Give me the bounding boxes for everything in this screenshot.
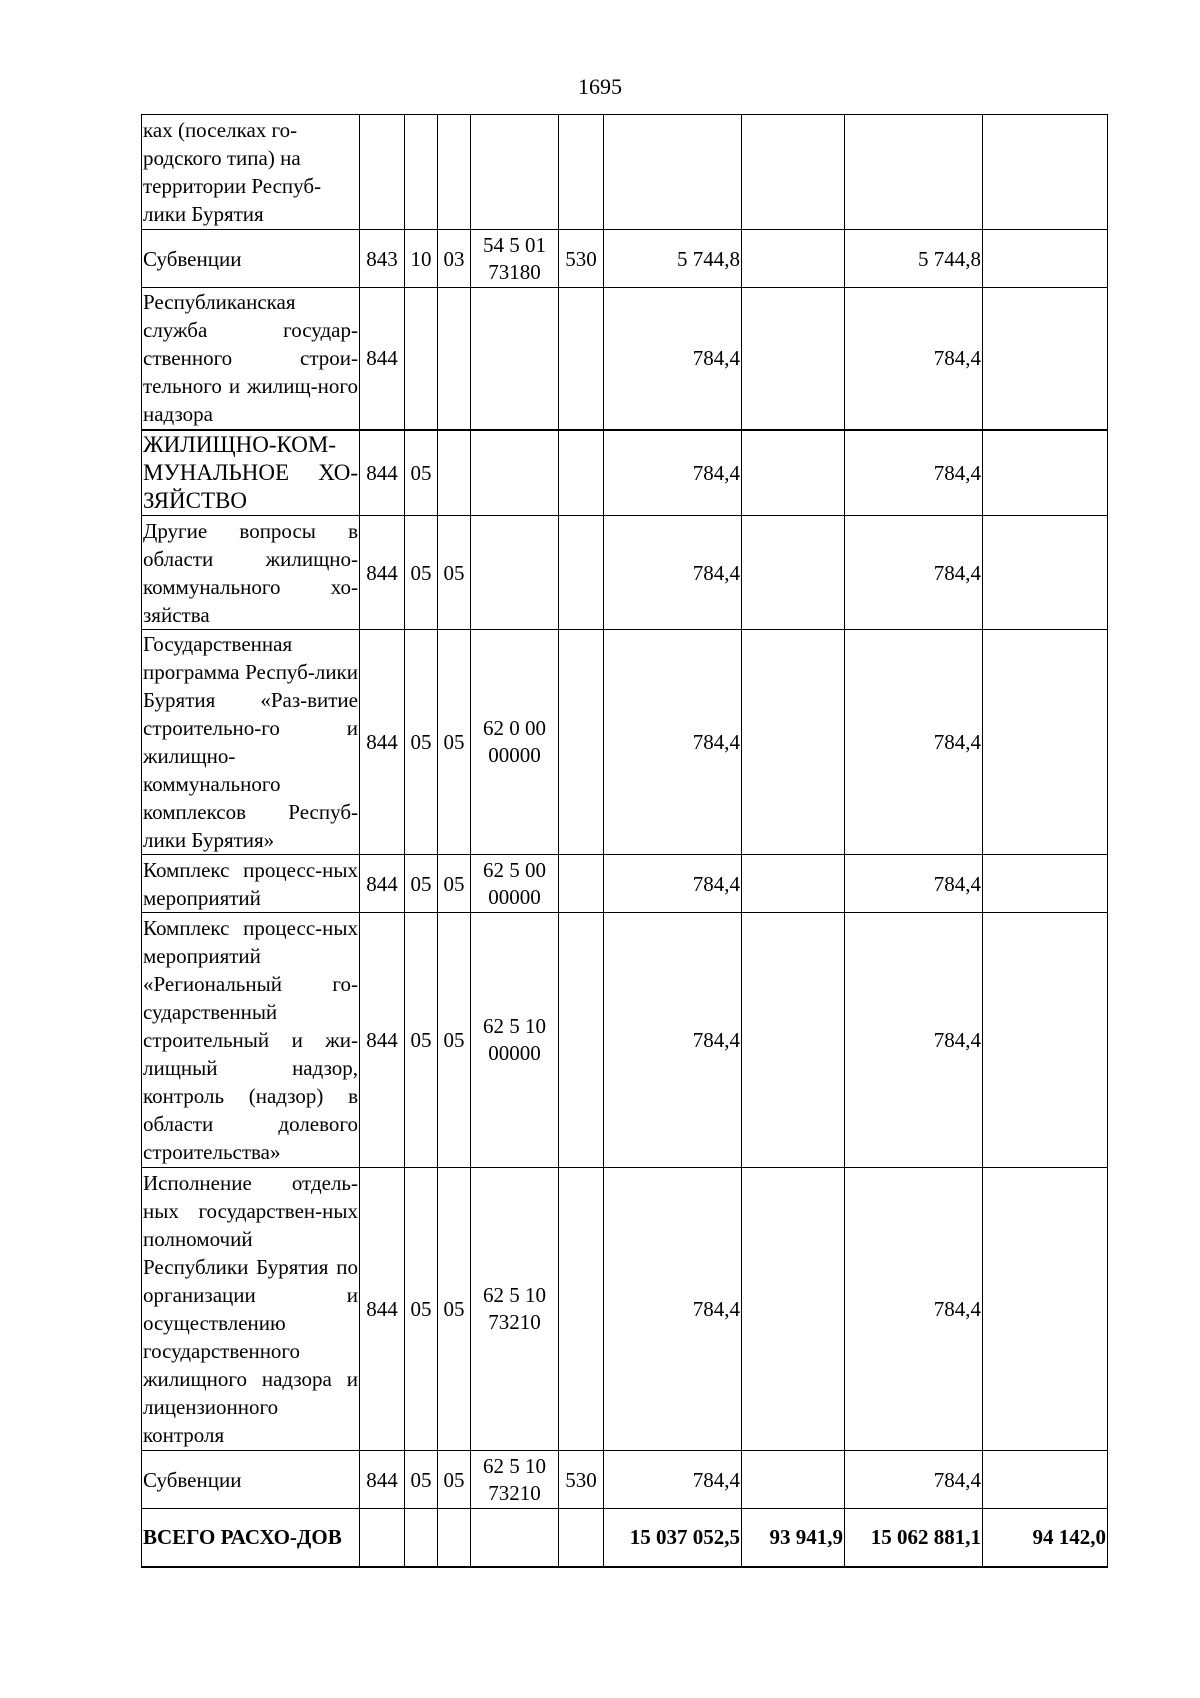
total-row	[142, 1509, 1108, 1567]
vr-cell	[559, 913, 604, 1168]
rz-cell	[405, 115, 438, 230]
rz-cell: 05	[405, 630, 438, 855]
sum2-sub-cell	[983, 855, 1108, 913]
vr-cell	[559, 115, 604, 230]
pr-cell: 05	[438, 516, 471, 630]
pr-cell: 05	[438, 913, 471, 1168]
sum2-cell: 784,4	[845, 1451, 983, 1509]
row-name: Другие вопросы в области жилищно-коммунального хо-зяйства	[142, 516, 360, 630]
row-name: Комплекс процесс-ных мероприятий «Региональный го-сударственный строительный и жи-лищный надзор, контроль (надзор) в области долевого строительства»	[142, 913, 360, 1168]
sum2-cell: 784,4	[845, 855, 983, 913]
vr-cell	[559, 855, 604, 913]
sum1-sub-cell: 93 941,9	[742, 1509, 845, 1567]
gr-cell: 844	[360, 516, 405, 630]
rz-cell: 05	[405, 855, 438, 913]
vr-cell	[559, 516, 604, 630]
sum1-sub-cell	[742, 855, 845, 913]
sum1-sub-cell	[742, 1451, 845, 1509]
rz-cell: 05	[405, 430, 438, 516]
table-row	[142, 430, 1108, 516]
sum2-cell: 784,4	[845, 430, 983, 516]
vr-cell	[559, 1168, 604, 1451]
rz-cell: 05	[405, 516, 438, 630]
pr-cell	[438, 1509, 471, 1567]
sum1-cell: 784,4	[604, 630, 742, 855]
sum2-sub-cell	[983, 115, 1108, 230]
pr-cell	[438, 115, 471, 230]
sum2-sub-cell	[983, 230, 1108, 288]
pr-cell: 05	[438, 630, 471, 855]
sum1-cell	[604, 115, 742, 230]
sum2-sub-cell	[983, 1451, 1108, 1509]
sum1-cell: 784,4	[604, 855, 742, 913]
table-row	[142, 230, 1108, 288]
sum2-sub-cell	[983, 630, 1108, 855]
row-name: ЖИЛИЩНО-КОМ-МУНАЛЬНОЕ ХО-ЗЯЙСТВО	[142, 430, 360, 516]
table-row	[142, 630, 1108, 855]
sum1-sub-cell	[742, 913, 845, 1168]
row-name: ВСЕГО РАСХО-ДОВ	[142, 1509, 360, 1567]
rz-cell: 10	[405, 230, 438, 288]
pr-cell: 05	[438, 855, 471, 913]
sum2-sub-cell	[983, 288, 1108, 430]
gr-cell: 844	[360, 430, 405, 516]
row-name: Исполнение отдель-ных государствен-ных полномочий Республики Бурятия по организации и осуществлению государственного жилищного надзора и лицензионного контроля	[142, 1168, 360, 1451]
sum2-sub-cell	[983, 913, 1108, 1168]
pr-cell: 05	[438, 1168, 471, 1451]
gr-cell	[360, 115, 405, 230]
sum1-sub-cell	[742, 288, 845, 430]
table-row	[142, 115, 1108, 230]
table-row	[142, 855, 1108, 913]
gr-cell: 844	[360, 1451, 405, 1509]
csr-cell: 62 5 10 73210	[471, 1451, 559, 1509]
sum1-sub-cell	[742, 516, 845, 630]
sum1-cell: 784,4	[604, 516, 742, 630]
row-name: Субвенции	[142, 1451, 360, 1509]
vr-cell: 530	[559, 230, 604, 288]
csr-cell: 62 5 00 00000	[471, 855, 559, 913]
sum1-sub-cell	[742, 1168, 845, 1451]
table-row	[142, 1451, 1108, 1509]
csr-cell	[471, 516, 559, 630]
sum1-sub-cell	[742, 115, 845, 230]
csr-cell: 62 5 10 73210	[471, 1168, 559, 1451]
pr-cell: 03	[438, 230, 471, 288]
csr-cell	[471, 430, 559, 516]
budget-table	[141, 114, 1108, 1568]
sum2-sub-cell	[983, 516, 1108, 630]
vr-cell	[559, 288, 604, 430]
row-name: ках (поселках го- родского типа) на территории Респуб- лики Бурятия	[142, 115, 360, 230]
gr-cell: 844	[360, 855, 405, 913]
sum2-cell: 15 062 881,1	[845, 1509, 983, 1567]
csr-cell: 62 0 00 00000	[471, 630, 559, 855]
sum1-sub-cell	[742, 430, 845, 516]
sum1-sub-cell	[742, 630, 845, 855]
vr-cell	[559, 430, 604, 516]
page-number: 1695	[578, 74, 622, 99]
gr-cell: 844	[360, 1168, 405, 1451]
rz-cell: 05	[405, 1168, 438, 1451]
table-row	[142, 516, 1108, 630]
gr-cell: 844	[360, 630, 405, 855]
sum2-sub-cell	[983, 430, 1108, 516]
csr-cell	[471, 1509, 559, 1567]
sum1-cell: 784,4	[604, 913, 742, 1168]
sum1-cell: 15 037 052,5	[604, 1509, 742, 1567]
sum2-cell: 784,4	[845, 1168, 983, 1451]
gr-cell	[360, 1509, 405, 1567]
gr-cell: 843	[360, 230, 405, 288]
rz-cell	[405, 288, 438, 430]
sum1-cell: 784,4	[604, 1168, 742, 1451]
row-name: Комплекс процесс-ных мероприятий	[142, 855, 360, 913]
sum1-cell: 784,4	[604, 430, 742, 516]
pr-cell	[438, 430, 471, 516]
sum2-cell: 5 744,8	[845, 230, 983, 288]
sum2-cell: 784,4	[845, 630, 983, 855]
table-row	[142, 288, 1108, 430]
rz-cell	[405, 1509, 438, 1567]
row-name: Государственная программа Респуб-лики Бурятия «Раз-витие строительно-го и жилищно-коммунального комплексов Респуб-лики Бурятия»	[142, 630, 360, 855]
vr-cell: 530	[559, 1451, 604, 1509]
sum2-sub-cell	[983, 1168, 1108, 1451]
table-row	[142, 913, 1108, 1168]
sum2-cell: 784,4	[845, 913, 983, 1168]
pr-cell	[438, 288, 471, 430]
row-name: Республиканская служба государ-ственного строи-тельного и жилищ-ного надзора	[142, 288, 360, 430]
rz-cell: 05	[405, 913, 438, 1168]
csr-cell: 62 5 10 00000	[471, 913, 559, 1168]
sum1-sub-cell	[742, 230, 845, 288]
row-name: Субвенции	[142, 230, 360, 288]
sum1-cell: 5 744,8	[604, 230, 742, 288]
csr-cell: 54 5 01 73180	[471, 230, 559, 288]
table-row	[142, 1168, 1108, 1451]
vr-cell	[559, 630, 604, 855]
sum1-cell: 784,4	[604, 1451, 742, 1509]
rz-cell: 05	[405, 1451, 438, 1509]
sum2-cell: 784,4	[845, 288, 983, 430]
csr-cell	[471, 115, 559, 230]
gr-cell: 844	[360, 913, 405, 1168]
sum2-sub-cell: 94 142,0	[983, 1509, 1108, 1567]
vr-cell	[559, 1509, 604, 1567]
sum1-cell: 784,4	[604, 288, 742, 430]
pr-cell: 05	[438, 1451, 471, 1509]
csr-cell	[471, 288, 559, 430]
sum2-cell	[845, 115, 983, 230]
gr-cell: 844	[360, 288, 405, 430]
sum2-cell: 784,4	[845, 516, 983, 630]
